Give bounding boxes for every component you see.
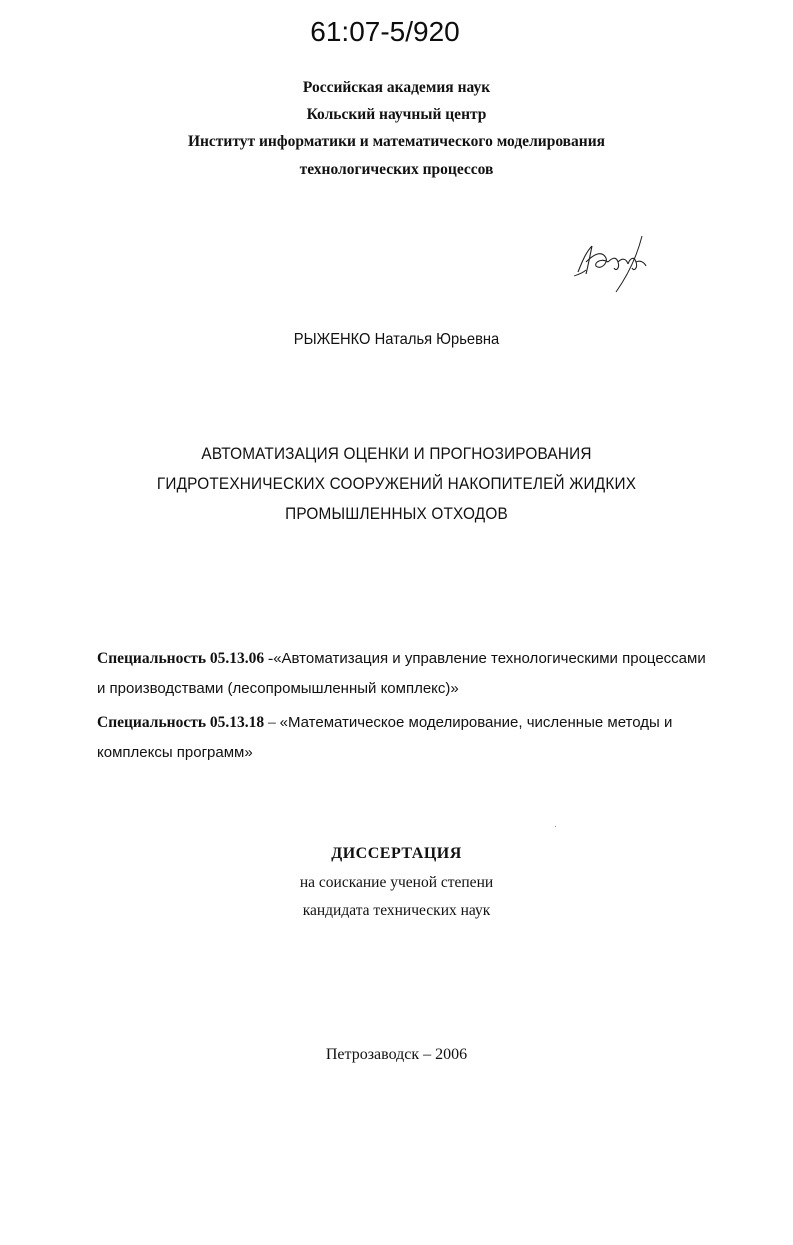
thesis-title-line-3: ПРОМЫШЛЕННЫХ ОТХОДОВ [285, 505, 508, 523]
org-center: Кольский научный центр [306, 106, 487, 123]
specialty-2-text: «Математическое моделирование, численные методы и комплексы программ» [97, 714, 673, 761]
specialty-1 [97, 644, 717, 704]
thesis-title-line-1: АВТОМАТИЗАЦИЯ ОЦЕНКИ И ПРОГНОЗИРОВАНИЯ [201, 445, 592, 463]
specialty-2-label: Специальность 05.13.18 [97, 714, 265, 731]
scan-speck [555, 826, 556, 827]
degree-line-1: на соискание ученой степени [299, 874, 494, 891]
handwritten-signature [572, 232, 662, 296]
specialty-2 [97, 708, 717, 768]
author-name: РЫЖЕНКО Наталья Юрьевна [293, 331, 500, 348]
org-institute: Институт информатики и математического моделирования [187, 133, 606, 150]
archive-stamp-number: 61:07-5/920 [310, 16, 460, 47]
specialty-1-text: «Автоматизация и управление технологическими процессами и производствами (лесопромышленный комплекс)» [97, 650, 706, 697]
thesis-title-line-2: ГИДРОТЕХНИЧЕСКИХ СООРУЖЕНИЙ НАКОПИТЕЛЕЙ ЖИДКИХ [156, 475, 637, 493]
org-academy: Российская академия наук [302, 79, 491, 96]
degree-line-2: кандидата технических наук [302, 902, 491, 919]
specialty-1-separator: - [264, 650, 274, 667]
org-institute-cont: технологических процессов [299, 161, 494, 178]
place-and-year: Петрозаводск – 2006 [325, 1046, 468, 1063]
specialty-2-separator: – [264, 714, 280, 731]
specialty-1-label: Специальность 05.13.06 [97, 650, 265, 667]
dissertation-heading: ДИССЕРТАЦИЯ [331, 845, 462, 862]
